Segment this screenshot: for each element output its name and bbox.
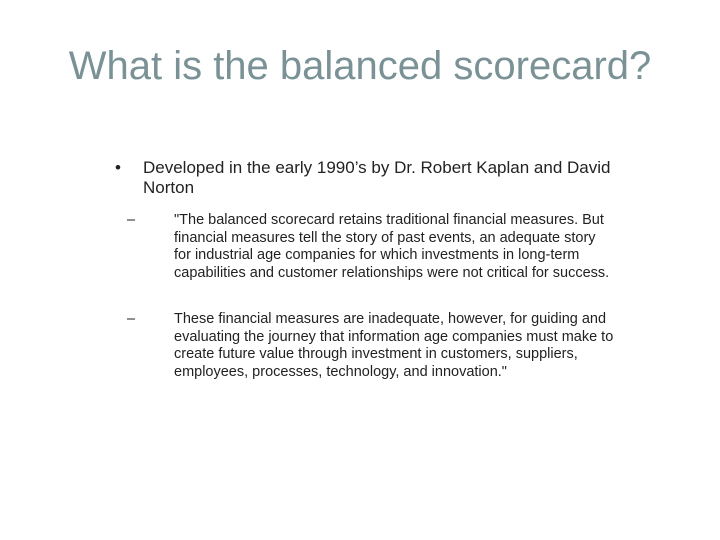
sub-bullet-item xyxy=(127,212,614,282)
sub-bullet-text: These financial measures are inadequate, however, for guiding and evaluating the journey that information age companies must make to create future value through investment in customers, suppliers, employees, processes, technology, and innovation." xyxy=(174,311,614,380)
dash-marker: – xyxy=(127,311,136,327)
slide-title: What is the balanced scorecard? xyxy=(68,44,652,88)
slide-body xyxy=(112,158,632,381)
sub-bullet-item xyxy=(127,311,614,381)
sub-bullet-text: "The balanced scorecard retains traditional financial measures. But financial measures tell the story of past events, an adequate story for industrial age companies for which investments in long-term capabilities and customer relationships were not critical for success. xyxy=(174,212,610,281)
dash-marker: – xyxy=(127,212,136,228)
sub-bullet-list xyxy=(112,212,632,381)
bullet-item xyxy=(112,158,632,198)
bullet-marker: • xyxy=(115,158,121,177)
bullet-text: Developed in the early 1990’s by Dr. Robert Kaplan and David Norton xyxy=(143,158,611,197)
